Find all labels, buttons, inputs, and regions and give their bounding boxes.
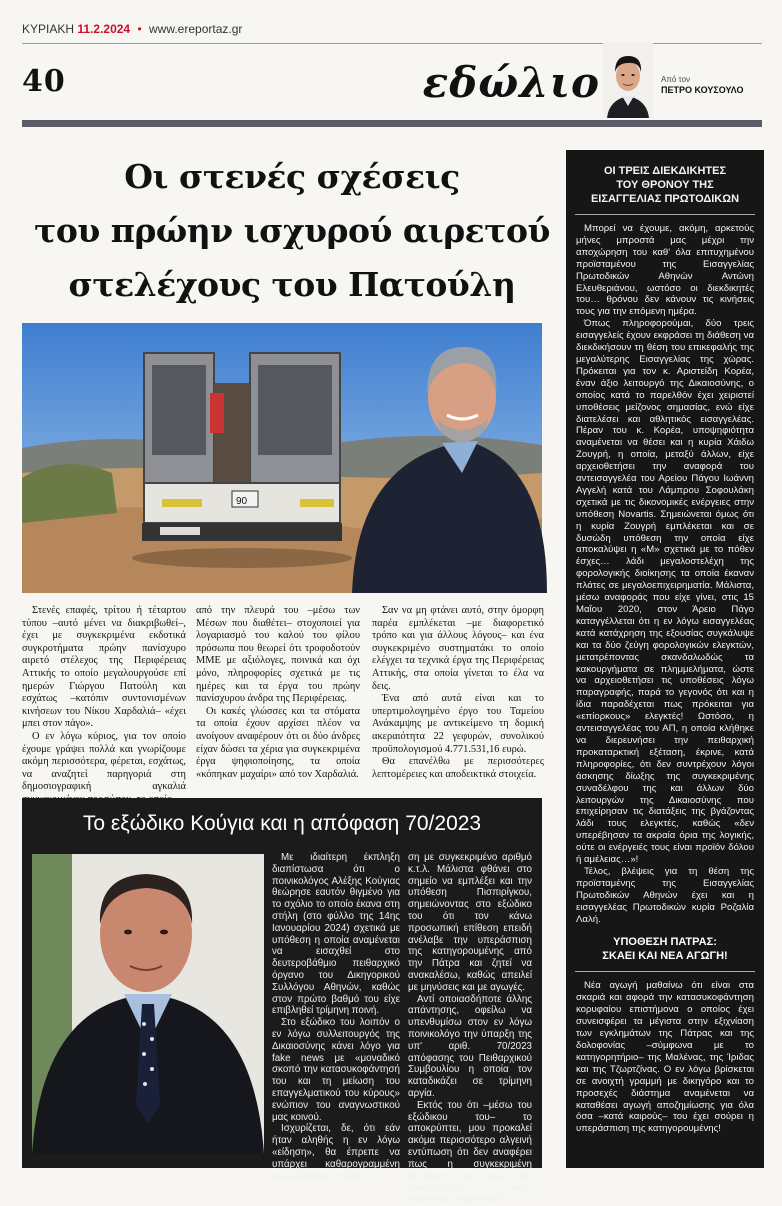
- issue-day: ΚΥΡΙΑΚΗ: [22, 22, 75, 36]
- sidebar-divider: [575, 214, 755, 215]
- article-column-1: [22, 605, 186, 807]
- paragraph: από την πλευρά του –μέσω των Μέσων που διαθέτει– στοχοποιεί για λογαριασμό του καλού του φίλου πρόσωπα που θεωρεί ότι τροφοδοτούν ΜΜΕ με αξιόλογες, ποινικά και όχι μόνο, πληροφορίες σχετικά με τις ημέρες και τα έργα του πρώην πανίσχυρου άνδρα της Περιφέρειας.: [196, 605, 360, 705]
- sidebar-subheading: [566, 925, 764, 963]
- box-column-1: [272, 852, 400, 1182]
- paragraph: Νέα αγωγή μαθαίνω ότι είναι στα σκαριά και αφορά την κατασυκοφάντηση κορυφαίου επιστήμονα ο οποίος έχει συνεισφέρει τα μέγιστα στην εξιχνίαση των εγκλημάτων της Πάτρας και της δολοφονίας –σύμφωνα με το κατηγορητήριο– της Μαλένας, της Ίριδας και της Τζωρτζίνας. Ο εν λόγω βρίσκεται σε ανοιχτή γραμμή με δικηγόρο και το προσεχές διάστημα αναμένεται να καταθέσει αγωγή αποζημίωσης για όλα όσα –κατά καιρούς– του έχει σούρει η υπεράσπιση της κατηγορουμένης!: [576, 980, 754, 1135]
- sidebar-subheading-line: ΣΚΑΕΙ ΚΑΙ ΝΕΑ ΑΓΩΓΗ!: [602, 950, 728, 963]
- paragraph: ση με συγκεκριμένο αριθμό κ.τ.λ. Μάλιστα φθάνει στο σημείο να εμπλέξει και την υπόθεση Πισπιρίγκου, σημειώνοντας στο εξώδικο του ότι τον κάνω προσωπική επίθεση επειδή ανέλαβε την υπεράσπιση της κατηγορουμένης από την Πάτρα και ζητεί να ανακαλέσω, καθώς απειλεί με μηνύσεις και με αγωγές.: [408, 852, 532, 993]
- byline-prefix: Από τον: [661, 75, 691, 84]
- truck-plate-label: 90: [236, 496, 248, 507]
- sidebar-heading-line: ΕΙΣΑΓΓΕΛΙΑΣ ΠΡΩΤΟΔΙΚΩΝ: [590, 193, 740, 205]
- section-title: εδώλιο: [422, 58, 600, 107]
- separator-bullet: •: [137, 22, 142, 36]
- sidebar-heading: [566, 150, 764, 206]
- paragraph: Στενές επαφές, τρίτου ή τέταρτου τύπου –αυτό μένει να διακριβωθεί–, έχει με συγκεκριμένα εκδοτικά συγκροτήματα πρώην πανίσχυρο αιρετό στέλεχος της Περιφέρειας Αττικής το οποίο μεγαλουργούσε επί ημερών Γιώργου Πατούλη και εσχάτως –κατόπιν συντονισμένων κινήσεων του Νίκου Χαρδαλιά– «έχει μπει στον πάγο».: [22, 605, 186, 730]
- paragraph: Εκτός του ότι –μέσω του εξώδικου του– το αποκρύπτει, μου προκαλεί ακόμα περισσότερο αλγεινή εντύπωση ότι δεν αναφέρει πως η συγκεκριμένη απόφαση του έχει ήδη κοινοποιηθεί μέσω δικαστικού επιμελητή!: [408, 1099, 532, 1206]
- headline-line: του πρώην ισχυρού αιρετού: [34, 211, 550, 250]
- author-photo: [603, 42, 653, 118]
- paragraph: Ισχυρίζεται, δε, ότι εάν ήταν αληθής η εν λόγω «είδηση», θα έπρεπε να υπάρχει καθαρογραμμένη πρωτοβάθμια απόφα-: [272, 1123, 400, 1182]
- paragraph: Σαν να μη φτάνει αυτό, στην όμορφη παρέα εμπλέκεται –με διαφορετικό τρόπο και για άλλους λόγους– και ένα συγκεκριμένο συστηματάκι το οποίο ελέγχει τα τεχνικά έργα της Περιφέρειας Αττικής, στα οποία γίνεται το έλα να δεις.: [372, 605, 544, 692]
- paragraph: Μπορεί να έχουμε, ακόμη, αρκετούς μήνες μπροστά μας μέχρι την αποχώρηση του καθ' όλα επιτυχημένου προϊσταμένου της Εισαγγελίας Πρωτοδικών Αθηνών Αντώνη Ελευθεριάνου, ωστόσο οι διεκδικητές του… θρόνου δεν κάνουν τις κινήσεις τους για την επόμενη ημέρα.: [576, 223, 754, 318]
- sidebar-column: [566, 150, 764, 1168]
- headline-line: στελέχους του Πατούλη: [68, 265, 516, 304]
- issue-date: 11.2.2024: [77, 22, 131, 36]
- paragraph: Ο εν λόγω κύριος, για τον οποίο έχουμε γράψει πολλά και γνωρίζουμε ακόμη περισσότερα, φέρεται, εσχάτως, να αναζητεί παρηγοριά στη δημοσιογραφική αγκαλιά: [22, 730, 186, 793]
- author-portrait-icon: [603, 42, 653, 118]
- article-column-3: [372, 605, 544, 781]
- box-column-2: [408, 852, 532, 1206]
- issue-info-bar: [22, 22, 762, 40]
- sidebar-subtext: [566, 980, 764, 1135]
- paragraph: Τέλος, βλέψεις για τη θέση της προϊσταμένης της Εισαγγελίας Πρωτοδικών Αθηνών έχει και η εισαγγελέας Πρωτοδικών κυρία Ροζαλία Λαλή.: [576, 865, 754, 925]
- box-title: Το εξώδικο Κούγια και η απόφαση 70/2023: [82, 812, 482, 835]
- article-headline: [22, 150, 562, 312]
- sidebar-subheading-line: ΥΠΟΘΕΣΗ ΠΑΤΡΑΣ:: [613, 936, 717, 949]
- sidebar-divider: [575, 971, 755, 972]
- paragraph: Με ιδιαίτερη έκπληξη διαπίστωσα ότι ο ποινικολόγος Αλέξης Κούγιας θεώρησε εαυτόν θιγμένο για το σχόλιο το οποίο έκανα στη στήλη (στο φύλλο της 14ης Ιανουαρίου 2024) σχετικά με υπόθεση η οποία αναμένεται να εισαχθεί στο δευτεροβάθμιο πειθαρχικό όργανο του Δικηγορικού Συλλόγου Αθηνών, καθώς στον πρώτο βαθμό του είχε επιβληθεί τρίμηνη ποινή.: [272, 852, 400, 1017]
- sidebar-heading-line: ΟΙ ΤΡΕΙΣ ΔΙΕΚΔΙΚΗΤΕΣ: [603, 165, 727, 177]
- page-number: 40: [22, 64, 66, 99]
- lawyer-portrait-photo: [32, 854, 264, 1154]
- main-article-photo: [22, 323, 542, 593]
- paragraph: Οι κακές γλώσσες και τα στόματα τα οποία έχουν αρχίσει πλέον να ανοίγουν αναφέρουν ότι οι δύο άνδρες είχαν δώσει τα χέρια για συγκεκριμένα έργα ψηφιοποίησης, τα οποία «κόπηκαν μαχαίρι» από τον Χαρδαλιά.: [196, 705, 360, 780]
- byline-author: ΠΕΤΡΟ ΚΟΥΣΟΥΛΟ: [661, 85, 744, 95]
- byline: [661, 75, 743, 95]
- sidebar-text: [566, 223, 764, 925]
- boxed-article: [22, 798, 542, 1206]
- paragraph: Θα επανέλθω με περισσότερες λεπτομέρειες και αποδεικτικά στοιχεία.: [372, 756, 544, 780]
- paragraph: Ένα από αυτά είναι και το υπερτιμολογημένο έργο του Ταμείου Ανάκαμψης με αντικείμενο τη δομική ακεραιότητα 22 γεφυρών, συνολικού προϋπολογισμού 4.771.531,16 ευρώ.: [372, 693, 544, 755]
- article-column-2: [196, 605, 360, 781]
- headline-line: Οι στενές σχέσεις: [124, 157, 460, 196]
- truck-and-man-photo: [22, 323, 542, 593]
- box-photo: [32, 854, 264, 1154]
- sidebar-heading-line: ΤΟΥ ΘΡΟΝΟΥ ΤΗΣ: [616, 179, 714, 191]
- paragraph: Αντί οποιασδήποτε άλλης απάντησης, οφείλω να υπενθυμίσω στον εν λόγω ποινικολόγο την ύπαρξη της υπ' αριθ. 70/2023 απόφασης του Πειθαρχικού Συμβουλίου η οποία τον καταδικάζει σε τρίμηνη αργία.: [408, 993, 532, 1099]
- header-band: [22, 120, 762, 127]
- paragraph: Όπως πληροφορούμαι, δύο τρεις εισαγγελείς έχουν εκφράσει τη διάθεση να διεκδικήσουν τη θέση του επικεφαλής της μεγαλύτερης Εισαγγελίας της χώρας. Πρόκειται για τον κ. Αριστείδη Κορέα, έναν άξιο λειτουργό της Δικαιοσύνης, ο οποίος κατά το παρελθόν έχει χειριστεί υποθέσεις μείζονος σημασίας, ενώ είχε διατελέσει και αθλητικός εισαγγελέας. Πέραν του κ. Κορέα, υποψηφιότητα αναμένεται να θέσει και η κυρία Χάιδω Ζουγρή, η οποία, μεταξύ άλλων, είχε αρχειοθετήσει την αναφορά του αντεισαγγελέα του Αρείου Πάγου Ιωάννη Αγγελή κατά του Λάμπρου Σοφουλάκη σχετικά με τις δικονομικές ενέργειες στην υπόθεση Novartis. Σημειώνεται όμως ότι η κυρία Ζουγρή εμπλέκεται και σε δυσώδη υπόθεση την οποία είχε αποκαλύψει η «Μ» σχετικά με το πόθεν έσχες… λάδι μεγαλοστελέχη της φορολογικής διοίκησης τα οποία έκαναν πλάτες σε μεγαλοεπιχειρηματία. Μάλιστα, μέσω αναφοράς που είχε γίνει, στις 15 Μαΐου 2020, στον Άρειο Πάγο καταγγέλλεται ότι η εν λόγω εισαγγελέας κατά κατάχρηση της εξουσίας συγκάλυψε και τα δύο ζεύγη φορολογικών ελεγκτών, μετατρέποντας σκανδαλωδώς τα κακουργήματα σε πλημμελήματα, ώστε να αρχειοθετήσει τις υποθέσεις λόγω παραγραφής, παρά το γεγονός ότι και η ίδια παραδέχεται πως πρόκειται για «επίορκους» ελεγκτές! Ωστόσο, η αντεισαγγελέας του ΑΠ, η οποία κλήθηκε να διερευνήσει την πειθαρχική προκαταρκτική εξέταση, έκρινε, κατά πληροφορίες, ότι δεν συντρέχουν λόγοι άσκησης δίωξης της συγκεκριμένης συναδέλφου της και άλλων δύο λειτουργών της Δικαιοσύνης που επιχείρησαν τις διατάξεις της βγάζοντας λάδι τους ελεγκτές, καθώς «δεν υπερέβησαν τα ακραία όρια της λογικής, ούτε οι ενέργειές τους είναι προϊόν δόλου ή αμέλειας…»!: [576, 318, 754, 866]
- site-url: www.ereportaz.gr: [149, 22, 243, 36]
- paragraph: Στο εξώδικο του λοιπόν ο εν λόγω συλλειτουργός της Δικαιοσύνης κάνει λόγο για fake news με «μοναδικό σκοπό την κατασυκοφάντησή του και τη μείωση του επαγγελματικού του κύρους» ενώπιον του αναγνωστικού μας κοινού.: [272, 1017, 400, 1123]
